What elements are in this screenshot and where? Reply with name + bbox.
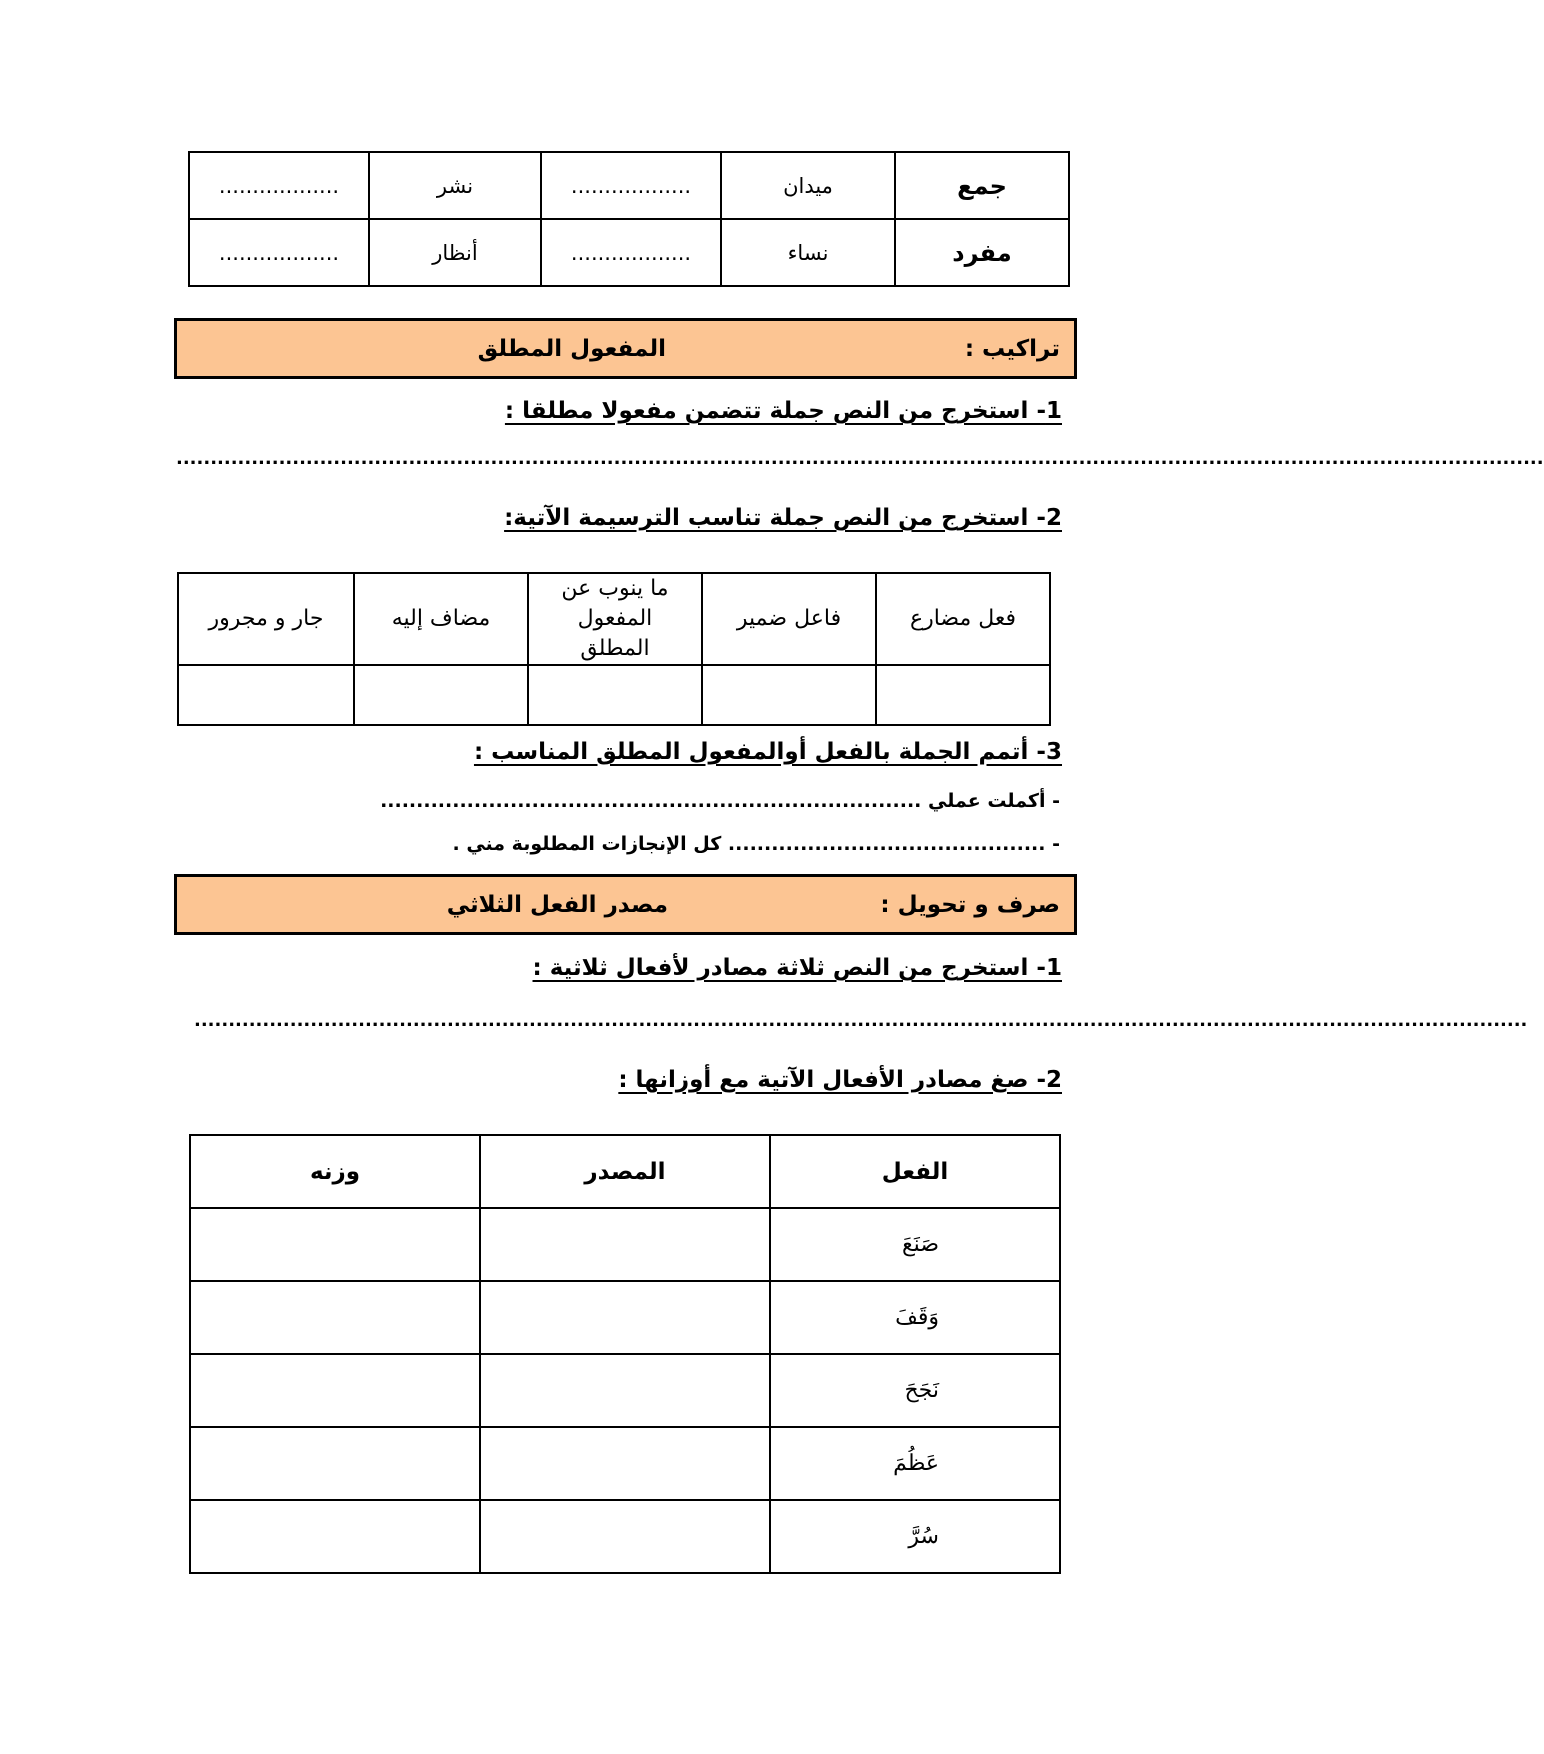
table-row — [190, 1208, 1060, 1281]
answer-cell[interactable] — [480, 1500, 770, 1573]
question-2: 2- استخرج من النص جملة تناسب الترسيمة الآتية: — [504, 505, 1062, 531]
answer-cell[interactable] — [190, 1354, 480, 1427]
verbs-table — [189, 1134, 1061, 1574]
completion-line-1[interactable]: - أكملت عملي ........................................................................... — [380, 790, 1060, 812]
verb-cell: صَنَعَ — [770, 1208, 1060, 1281]
verb-cell: وَقَفَ — [770, 1281, 1060, 1354]
word-cell: نساء — [721, 219, 895, 286]
answer-cell[interactable] — [354, 665, 528, 725]
header-cell: ما ينوب عن المفعول المطلق — [528, 573, 702, 665]
answer-blank[interactable]: .................. — [541, 219, 721, 286]
row-label-singular: مفرد — [895, 219, 1069, 286]
section-topic: المفعول المطلق — [477, 335, 666, 362]
answer-row — [178, 665, 1050, 725]
table-header-row — [190, 1135, 1060, 1208]
header-cell: فاعل ضمير — [702, 573, 876, 665]
question-3: 3- أتمم الجملة بالفعل أوالمفعول المطلق المناسب : — [473, 739, 1062, 765]
header-cell: مضاف إليه — [354, 573, 528, 665]
header-cell: الفعل — [770, 1135, 1060, 1208]
answer-cell[interactable] — [528, 665, 702, 725]
answer-cell[interactable] — [190, 1427, 480, 1500]
table-row — [190, 1427, 1060, 1500]
answer-blank[interactable]: .................. — [189, 152, 369, 219]
header-cell: جار و مجرور — [178, 573, 354, 665]
answer-cell[interactable] — [190, 1208, 480, 1281]
table-row — [190, 1354, 1060, 1427]
answer-cell[interactable] — [702, 665, 876, 725]
table-header-row — [178, 573, 1050, 665]
word-cell: نشر — [369, 152, 541, 219]
verb-cell: نَجَحَ — [770, 1354, 1060, 1427]
question-1: 1- استخرج من النص جملة تتضمن مفعولا مطلقا : — [504, 398, 1062, 424]
verb-cell: سُرَّ — [770, 1500, 1060, 1573]
header-cell: فعل مضارع — [876, 573, 1050, 665]
answer-line[interactable]: ........................................................................................................................................................................................................ — [176, 448, 1544, 469]
section-band-morphology — [174, 874, 1077, 935]
section-band-syntax — [174, 318, 1077, 379]
table-row — [189, 152, 1069, 219]
word-cell: ميدان — [721, 152, 895, 219]
table-row — [190, 1500, 1060, 1573]
answer-cell[interactable] — [190, 1281, 480, 1354]
answer-cell[interactable] — [480, 1281, 770, 1354]
question-4: 1- استخرج من النص ثلاثة مصادر لأفعال ثلاثية : — [532, 955, 1062, 981]
completion-line-2[interactable]: - ............................................ كل الإنجازات المطلوبة مني . — [452, 833, 1060, 855]
section-label: تراكيب : — [964, 335, 1060, 362]
schema-table — [177, 572, 1051, 726]
answer-line[interactable]: ................................................................................................................................................................................................... — [194, 1010, 1528, 1031]
answer-blank[interactable]: .................. — [541, 152, 721, 219]
answer-cell[interactable] — [190, 1500, 480, 1573]
answer-cell[interactable] — [480, 1427, 770, 1500]
header-cell: وزنه — [190, 1135, 480, 1208]
answer-blank[interactable]: .................. — [189, 219, 369, 286]
answer-cell[interactable] — [480, 1208, 770, 1281]
table-row — [190, 1281, 1060, 1354]
answer-cell[interactable] — [876, 665, 1050, 725]
answer-cell[interactable] — [178, 665, 354, 725]
question-5: 2- صغ مصادر الأفعال الآتية مع أوزانها : — [618, 1067, 1062, 1093]
word-cell: أنظار — [369, 219, 541, 286]
plural-singular-table — [188, 151, 1070, 287]
section-label: صرف و تحويل : — [880, 891, 1060, 918]
table-row — [189, 219, 1069, 286]
row-label-plural: جمع — [895, 152, 1069, 219]
verb-cell: عَظُمَ — [770, 1427, 1060, 1500]
answer-cell[interactable] — [480, 1354, 770, 1427]
section-topic: مصدر الفعل الثلاثي — [446, 891, 668, 918]
header-cell: المصدر — [480, 1135, 770, 1208]
